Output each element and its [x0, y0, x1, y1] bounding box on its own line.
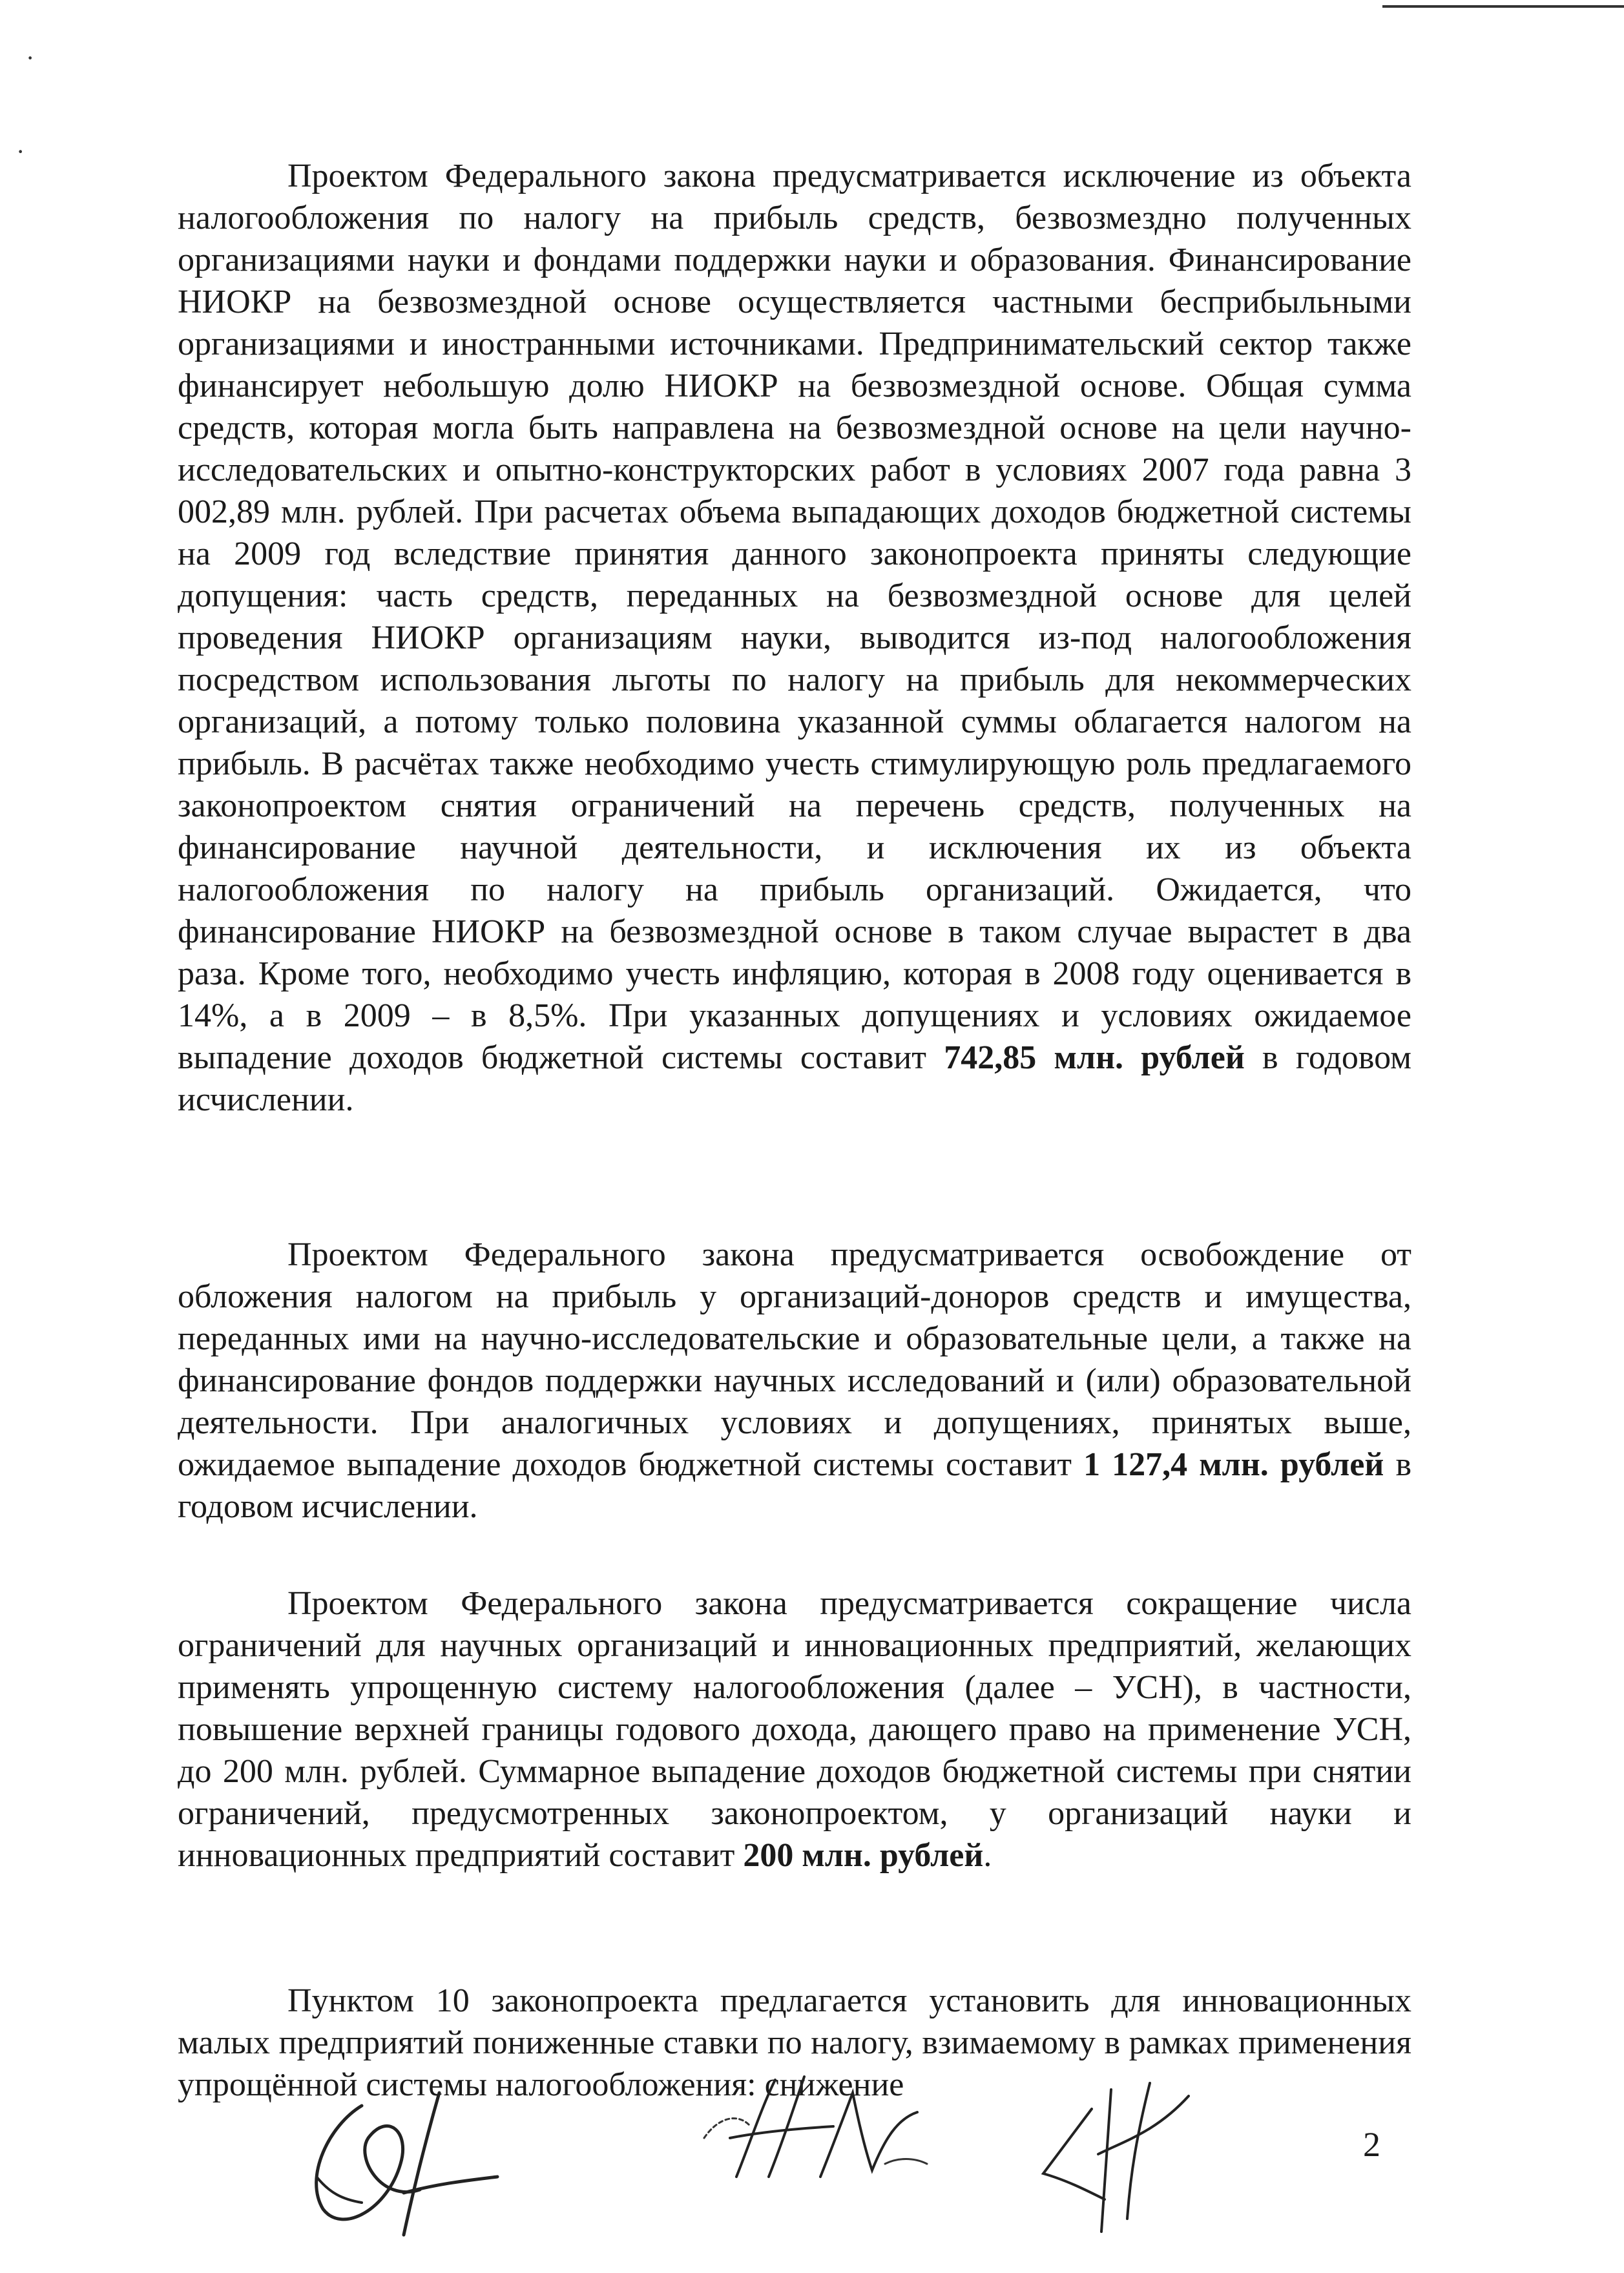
paragraph-2: [178, 1234, 1411, 1528]
paragraph-text: Пунктом 10 законопроекта предлагается установить для инновационных малых предприятий пониженные ставки по налогу, взимаемому в рамках применения упрощённой системы налогообложения: снижение: [178, 1982, 1411, 2103]
page-number: 2: [1363, 2125, 1380, 2164]
scan-speck: ·: [26, 43, 35, 72]
paragraph-text: Проектом Федерального закона предусматривается сокращение числа ограничений для научных организаций и инновационных предприятий, желающих применять упрощенную систему налогообложения (далее – УСН), в частности, повышение верхней границы годового дохода, дающего право на применение УСН, до 200 млн. рублей. Суммарное выпадение доходов бюджетной системы при снятии ограничений, предусмотренных законопроектом, у организаций науки и инновационных предприятий составит 200 млн. рублей.: [178, 1585, 1411, 1874]
signature-2: [691, 2067, 937, 2209]
amount-highlight: 200 млн. рублей: [743, 1837, 984, 1874]
signature-1: [291, 2080, 510, 2248]
amount-highlight: 1 127,4 млн. рублей: [1083, 1446, 1384, 1483]
paragraph-3: [178, 1583, 1411, 1876]
paragraph-text: Проектом Федерального закона предусматривается освобождение от обложения налогом на прибыль у организаций-доноров средств и имущества, переданных ими на научно-исследовательские и образовательные цели, а также на финансирование фондов поддержки научных исследований и (или) образовательной деятельности. При аналогичных условиях и допущениях, принятых выше, ожидаемое выпадение доходов бюджетной системы составит 1 127,4 млн. рублей в годовом исчислении.: [178, 1236, 1411, 1525]
paragraph-1: [178, 155, 1411, 1121]
paragraph-text: Проектом Федерального закона предусматривается исключение из объекта налогообложения по налогу на прибыль средств, безвозмездно полученных организациями науки и фондами поддержки науки и образования. Финансирование НИОКР на безвозмездной основе осуществляется частными бесприбыльными организациями и иностранными источниками. Предпринимательский сектор также финансирует небольшую долю НИОКР на безвозмездной основе. Общая сумма средств, которая могла быть направлена на безвозмездной основе на цели научно-исследовательских и опытно-конструкторских работ в условиях 2007 года равна 3 002,89 млн. рублей. При расчетах объема выпадающих доходов бюджетной системы на 2009 год вследствие принятия данного законопроекта приняты следующие допущения: часть средств, переданных на безвозмездной основе для целей проведения НИОКР организациям науки, выводится из-под налогообложения посредством использования льготы по налогу на прибыль для некоммерческих организаций, а потому только половина указанной суммы облагается налогом на прибыль. В расчётах также необходимо учесть стимулирующую роль предлагаемого законопроектом снятия ограничений на перечень средств, полученных на финансирование научной деятельности, и исключения их из объекта налогообложения по налогу на прибыль организаций. Ожидается, что финансирование НИОКР на безвозмездной основе в таком случае вырастет в два раза. Кроме того, необходимо учесть инфляцию, которая в 2008 году оценивается в 14%, а в 2009 – в 8,5%. При указанных допущениях и условиях ожидаемое выпадение доходов бюджетной системы составит 742,85 млн. рублей в годовом исчислении.: [178, 158, 1411, 1118]
scan-speck: ·: [16, 137, 25, 166]
top-edge-line: [1382, 5, 1624, 8]
signature-3: [1034, 2070, 1202, 2238]
amount-highlight: 742,85 млн. рублей: [944, 1039, 1245, 1076]
